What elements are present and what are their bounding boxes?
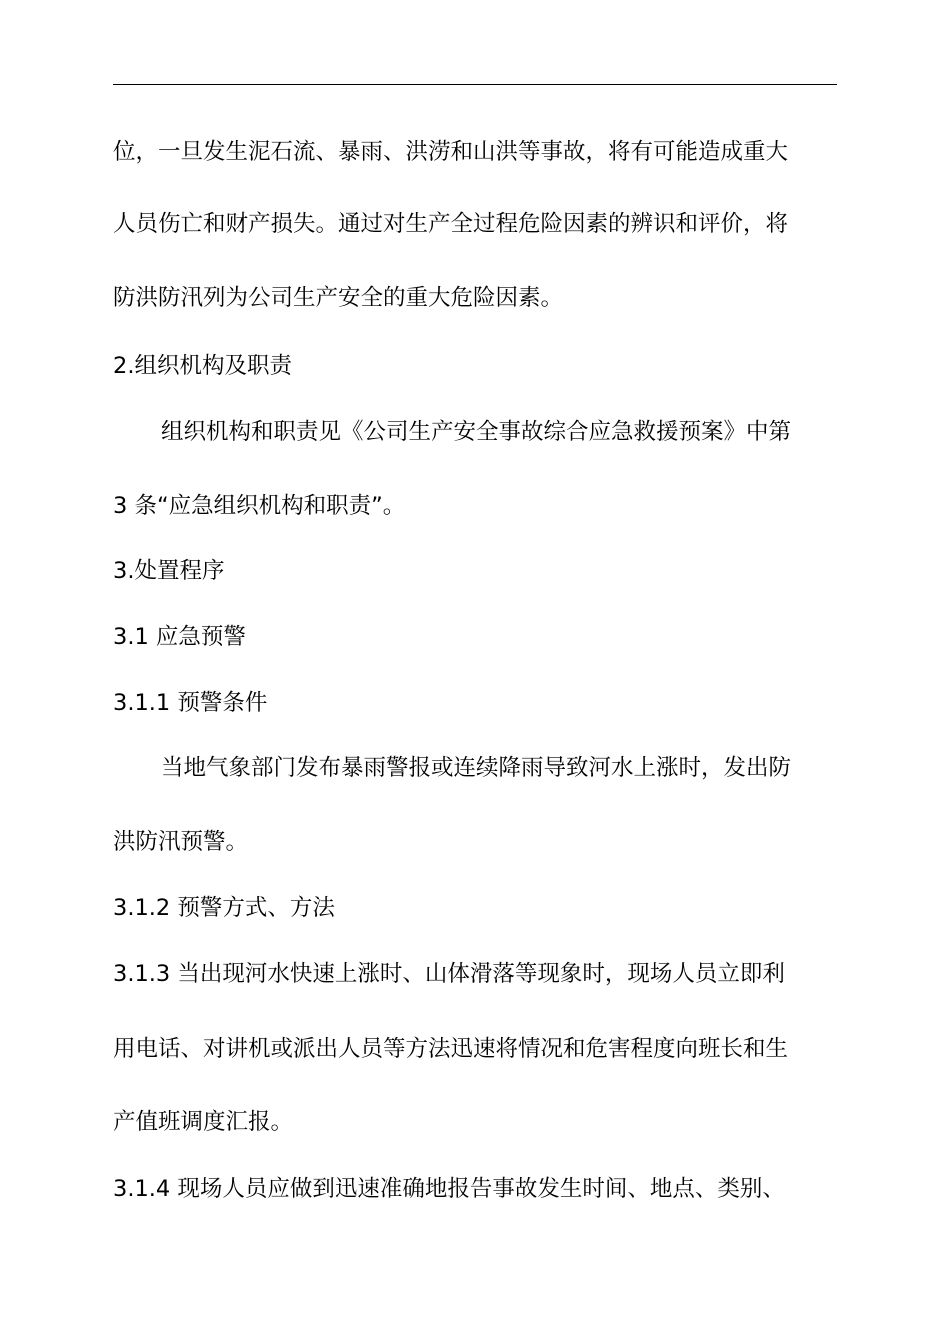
paragraph-line: 防洪防汛列为公司生产安全的重大危险因素。 — [113, 285, 564, 311]
subsection-heading: 3.1.1 预警条件 — [113, 690, 268, 716]
paragraph-line: 3 条“应急组织机构和职责”。 — [113, 493, 406, 519]
paragraph-line: 洪防汛预警。 — [113, 829, 249, 855]
paragraph-line: 产值班调度汇报。 — [113, 1109, 294, 1135]
paragraph-line: 3.1.4 现场人员应做到迅速准确地报告事故发生时间、地点、类别、 — [113, 1176, 785, 1202]
paragraph-line: 用电话、对讲机或派出人员等方法迅速将情况和危害程度向班长和生 — [113, 1036, 789, 1062]
paragraph-line: 位，一旦发生泥石流、暴雨、洪涝和山洪等事故，将有可能造成重大 — [113, 139, 789, 165]
subsection-heading: 3.1 应急预警 — [113, 624, 246, 650]
header-divider — [113, 84, 837, 85]
paragraph-line: 3.1.3 当出现河水快速上涨时、山体滑落等现象时，现场人员立即利 — [113, 961, 785, 987]
paragraph-line: 当地气象部门发布暴雨警报或连续降雨导致河水上涨时，发出防 — [161, 755, 792, 781]
section-heading: 2.组织机构及职责 — [113, 353, 292, 379]
paragraph-line: 组织机构和职责见《公司生产安全事故综合应急救援预案》中第 — [161, 419, 792, 445]
paragraph-line: 人员伤亡和财产损失。通过对生产全过程危险因素的辨识和评价，将 — [113, 211, 789, 237]
section-heading: 3.处置程序 — [113, 558, 225, 584]
subsection-heading: 3.1.2 预警方式、方法 — [113, 895, 335, 921]
